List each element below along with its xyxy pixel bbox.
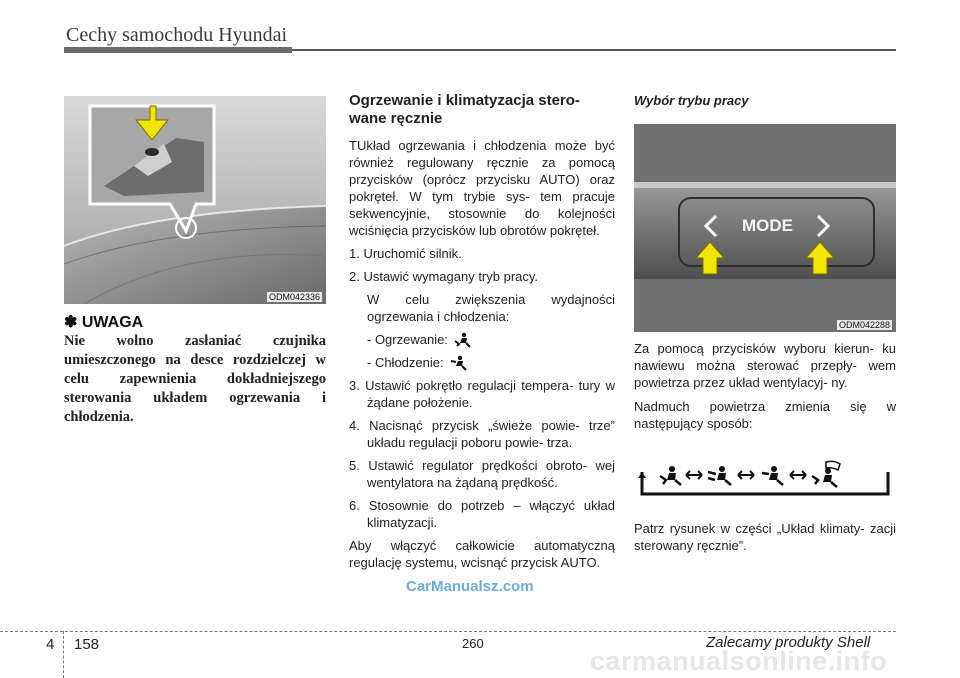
face-vent-icon xyxy=(450,355,468,371)
mode-para-3: Patrz rysunek w części „Układ klimaty- zacji sterowany ręcznie”. xyxy=(634,521,896,553)
footer-divider xyxy=(63,631,64,678)
airflow-sequence-diagram xyxy=(634,460,896,500)
mode-para-1: Za pomocą przycisków wyboru kierun- ku nawiewu można sterować przepły- wem powietrza przez układ wentylacyj- ny. xyxy=(634,341,896,390)
footer-page-number: 158 xyxy=(74,636,100,653)
manual-control-section xyxy=(349,92,615,577)
figure-code: ODM042288 xyxy=(838,320,890,330)
floor-vent-icon xyxy=(660,466,681,485)
cooling-mode xyxy=(367,354,615,371)
cooling-label: - Chłodzenie: xyxy=(367,355,444,370)
footer-rule xyxy=(0,631,896,632)
floor-defrost-vent-icon xyxy=(812,461,840,487)
step-1: 1. Uruchomić silnik. xyxy=(349,246,462,261)
footer-section-number: 4 xyxy=(46,636,55,653)
mode-heading: Wybór trybu pracy xyxy=(634,93,749,108)
watermark: CarManualsz.com xyxy=(406,578,534,595)
mode-button-label: MODE xyxy=(742,216,793,235)
warning-body: Nie wolno zasłaniać czujnika umieszczonego na desce rozdzielczej w celu zapewnienia dokładniejszego sterowania układem ogrzewania i chłodzenia. xyxy=(64,333,326,425)
step-4: 4. Nacisnąć przycisk „świeże powie- trze” układu regulacji poboru powie- trza. xyxy=(349,418,615,450)
sensor-figure xyxy=(64,96,326,304)
figure-code: ODM042336 xyxy=(268,292,320,302)
floor-vent-icon xyxy=(454,332,472,348)
step-2-note: W celu zwiększenia wydajności ogrzewania i chłodzenia: xyxy=(367,292,615,324)
sensor-illustration xyxy=(64,96,326,304)
step-6: 6. Stosownie do potrzeb – włączyć układ klimatyzacji. xyxy=(349,498,615,530)
warning-heading xyxy=(64,312,143,332)
mode-text xyxy=(634,340,896,439)
reference-text xyxy=(634,520,896,561)
face-vent-icon xyxy=(762,466,783,485)
page-header-title: Cechy samochodu Hyundai xyxy=(66,24,288,46)
floor-face-vent-icon xyxy=(708,466,731,485)
section-heading: Ogrzewanie i klimatyzacja stero- wane ręcznie xyxy=(349,92,580,127)
step-5: 5. Ustawić regulator prędkości obroto- wej wentylatora na żądaną prędkość. xyxy=(349,458,615,490)
mode-para-2: Nadmuch powietrza zmienia się w następujący sposób: xyxy=(634,399,896,431)
step-2: 2. Ustawić wymagany tryb pracy. xyxy=(349,269,539,284)
heating-label: - Ogrzewanie: xyxy=(367,332,448,347)
footer-site-watermark: carmanualsonline.info xyxy=(590,646,888,676)
footer-center-number: 260 xyxy=(462,636,484,651)
header-accent-bar xyxy=(64,47,292,53)
intro-paragraph: TUkład ogrzewania i chłodzenia może być również regulowany ręcznie za pomocą przycisków (oprócz przycisku AUTO) oraz pokręteł. W tym trybie sys- tem pracuje sekwencyjnie, stosownie do kolejności wciśnięcia przycisków lub obrotów pokręteł. xyxy=(349,138,615,238)
mode-button-figure xyxy=(634,124,896,332)
closing-paragraph: Aby włączyć całkowicie automatyczną regulację systemu, wcisnąć przycisk AUTO. xyxy=(349,538,615,570)
mode-selection-section xyxy=(634,92,896,109)
footer-slogan: Zalecamy produkty Shell xyxy=(706,634,871,651)
step-3: 3. Ustawić pokrętło regulacji tempera- tury w żądane położenie. xyxy=(349,378,615,410)
heating-mode xyxy=(367,331,615,348)
warning-title: UWAGA xyxy=(81,314,144,331)
warning-icon: ✽ xyxy=(64,314,78,331)
